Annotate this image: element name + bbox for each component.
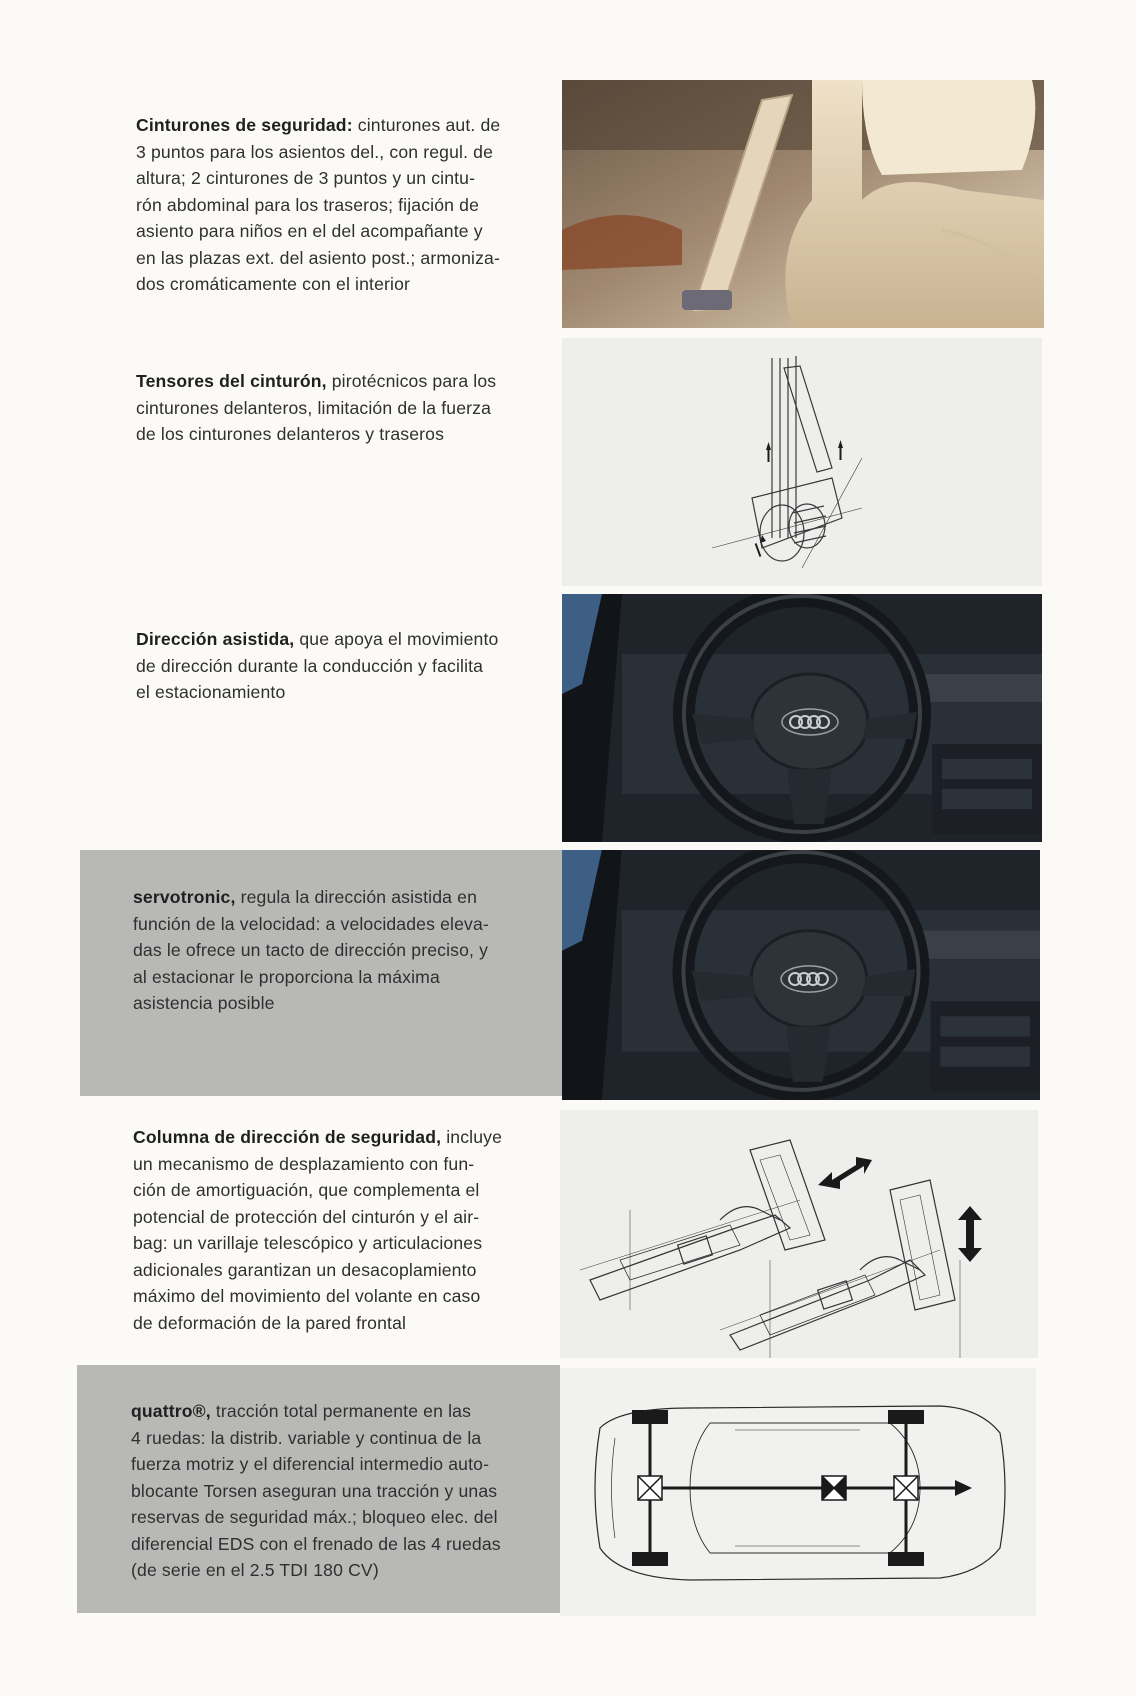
feature-text-belt-tensioners: [136, 368, 536, 448]
feature-line: 3 puntos para los asientos del., con regul. de: [136, 141, 494, 162]
feature-line: cinturones delanteros, limitación de la fuerza: [136, 397, 492, 418]
steering-column-drawing: [560, 1110, 1038, 1358]
feature-line: asiento para niños en el del acompañante y: [136, 221, 483, 241]
feature-line: función de la velocidad: a velocidades eleva-: [133, 913, 489, 934]
feature-line: de dirección durante la conducción y facilita: [136, 655, 484, 676]
steering-wheel-photo: [562, 594, 1042, 842]
feature-text-servotronic: [133, 884, 533, 1017]
feature-line: en las plazas ext. del asiento post.; armoniza-: [136, 247, 501, 268]
feature-title: Dirección asistida,: [136, 629, 295, 649]
steering-wheel-photo: [562, 850, 1040, 1100]
feature-line: pirotécnicos para los: [331, 371, 497, 391]
feature-text-steering-column: [133, 1124, 533, 1336]
feature-line: incluye: [446, 1127, 503, 1147]
feature-line: diferencial EDS con el frenado de las 4 ruedas: [131, 1533, 501, 1554]
feature-line: das le ofrece un tacto de dirección preciso, y: [133, 940, 489, 960]
feature-line: asistencia posible: [133, 993, 275, 1013]
feature-title: quattro®,: [131, 1401, 211, 1421]
seat-belt-photo: [562, 80, 1044, 328]
feature-line: potencial de protección del cinturón y el air-: [133, 1206, 480, 1227]
feature-title: servotronic,: [133, 887, 236, 907]
feature-line: reservas de seguridad máx.; bloqueo elec. del: [131, 1507, 498, 1527]
feature-line: adicionales garantizan un desacoplamiento: [133, 1259, 477, 1280]
feature-line: altura; 2 cinturones de 3 puntos y un cintu-: [136, 168, 476, 188]
quattro-drivetrain-drawing: [560, 1368, 1036, 1616]
feature-line: blocante Torsen aseguran una tracción y unas: [131, 1480, 498, 1501]
feature-line: tracción total permanente en las: [215, 1401, 472, 1421]
feature-line: máximo del movimiento del volante en caso: [133, 1286, 481, 1306]
feature-line: un mecanismo de desplazamiento con fun-: [133, 1153, 475, 1174]
feature-line: cinturones aut. de: [357, 115, 501, 135]
feature-text-power-steering: [136, 626, 536, 706]
feature-line: regula la dirección asistida en: [240, 887, 477, 907]
feature-line: fuerza motriz y el diferencial intermedio auto-: [131, 1454, 490, 1474]
feature-line: ción de amortiguación, que complementa el: [133, 1180, 480, 1200]
belt-tensioner-drawing: [562, 338, 1042, 586]
feature-line: al estacionar le proporciona la máxima: [133, 966, 440, 987]
feature-line: dos cromáticamente con el interior: [136, 274, 411, 294]
feature-line: de deformación de la pared frontal: [133, 1312, 407, 1333]
feature-line: de los cinturones delanteros y traseros: [136, 424, 445, 444]
feature-text-quattro: [131, 1398, 541, 1584]
feature-line: el estacionamiento: [136, 682, 286, 702]
feature-line: 4 ruedas: la distrib. variable y continua de la: [131, 1427, 482, 1448]
feature-title: Columna de dirección de seguridad,: [133, 1127, 442, 1147]
feature-title: Cinturones de seguridad:: [136, 115, 353, 135]
feature-line: que apoya el movimiento: [299, 629, 499, 649]
feature-line: rón abdominal para los traseros; fijación de: [136, 194, 480, 215]
feature-line: bag: un varillaje telescópico y articulaciones: [133, 1233, 483, 1253]
feature-text-seat-belts: [136, 112, 536, 298]
feature-title: Tensores del cinturón,: [136, 371, 327, 391]
feature-line: (de serie en el 2.5 TDI 180 CV): [131, 1560, 379, 1580]
